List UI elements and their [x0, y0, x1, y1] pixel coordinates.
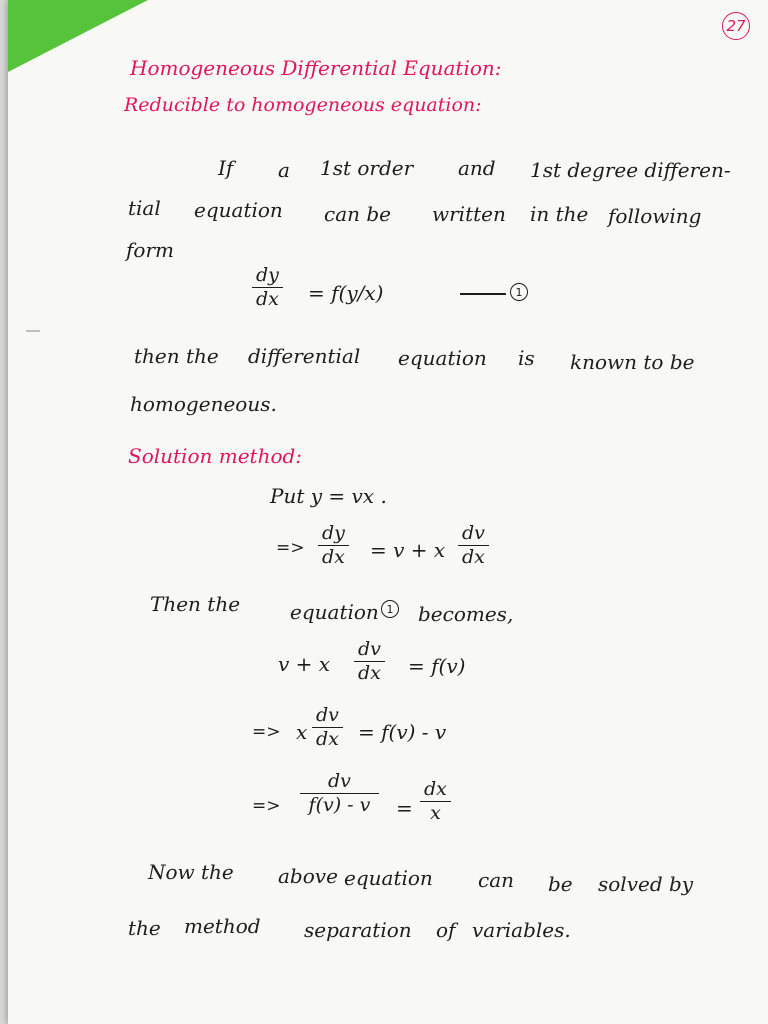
step1-middle: = v + x: [370, 538, 446, 562]
step4-numerator-2: dx: [420, 780, 451, 802]
step1-fraction: [318, 524, 349, 567]
def-word: a: [278, 158, 290, 182]
def-word: can be: [324, 202, 392, 226]
def-word: following: [608, 204, 702, 228]
step4-fraction-2: [420, 780, 451, 823]
implies-arrow: =>: [252, 722, 281, 742]
eq1-denominator: dx: [256, 288, 279, 310]
margin-mark: [26, 330, 40, 332]
step3-rhs: = f(v) - v: [358, 720, 447, 744]
step1-fraction-2: [458, 524, 489, 567]
conclusion-word: Now the: [148, 860, 234, 884]
step1-denominator: dx: [322, 546, 345, 568]
def-word: differential: [248, 344, 361, 368]
def-word: equation: [194, 198, 283, 222]
def-word: is: [518, 346, 535, 370]
green-corner-tab: [8, 0, 148, 72]
then-eq-ref: 1: [381, 600, 399, 618]
then-word: Then the: [150, 592, 241, 616]
def-word: tial: [128, 196, 161, 220]
step1-numerator-2: dv: [458, 524, 489, 546]
step3-fraction: [312, 706, 343, 749]
step2-numerator: dv: [354, 640, 385, 662]
conclusion-word: equation: [344, 866, 433, 890]
def-word: in the: [530, 202, 589, 226]
conclusion-word: solved by: [598, 872, 694, 896]
step2-rhs: = f(v): [408, 654, 466, 678]
implies-arrow: =>: [276, 538, 305, 558]
step1-numerator: dy: [318, 524, 349, 546]
eq1-ref: 1: [510, 283, 528, 301]
def-word: equation: [398, 346, 487, 370]
eq1-fraction: [252, 266, 283, 309]
conclusion-word: method: [184, 914, 261, 938]
step2-lhs: v + x: [278, 652, 331, 676]
conclusion-word: be: [548, 872, 573, 896]
notebook-page: [8, 0, 768, 1024]
def-word: and: [458, 156, 496, 180]
conclusion-word: of: [436, 918, 456, 942]
def-word: If: [218, 156, 234, 180]
def-word: 1st order: [320, 156, 414, 180]
eq1-leader-line: [460, 293, 506, 295]
def-word: 1st degree differen-: [530, 158, 731, 182]
heading-title: Homogeneous Differential Equation:: [130, 56, 502, 80]
step3-numerator: dv: [312, 706, 343, 728]
step4-fraction: [300, 772, 379, 815]
step4-equals: =: [396, 796, 413, 820]
put-substitution: Put y = vx .: [270, 484, 387, 508]
step4-numerator: dv: [300, 772, 379, 794]
conclusion-word: separation: [304, 918, 412, 942]
def-word: form: [126, 238, 174, 262]
def-word: known to be: [570, 350, 695, 374]
conclusion-word: the: [128, 916, 161, 940]
eq1-numerator: dy: [252, 266, 283, 288]
solution-heading: Solution method:: [128, 444, 303, 468]
page-number: 27: [722, 12, 750, 40]
conclusion-word: above: [278, 864, 338, 888]
def-word: then the: [134, 344, 219, 368]
implies-arrow: =>: [252, 796, 281, 816]
step3-lhs: x: [296, 720, 308, 744]
step4-denominator-2: x: [430, 802, 441, 824]
step2-fraction: [354, 640, 385, 683]
then-word: becomes,: [418, 602, 514, 626]
conclusion-word: can: [478, 868, 515, 892]
conclusion-word: variables.: [472, 918, 571, 942]
heading-subtitle: Reducible to homogeneous equation:: [124, 94, 482, 116]
then-word: equation: [290, 600, 379, 624]
step1-denominator-2: dx: [462, 546, 485, 568]
step3-denominator: dx: [316, 728, 339, 750]
def-word: homogeneous.: [130, 392, 277, 416]
eq1-rhs: = f(y/x): [308, 281, 384, 305]
step4-denominator: f(v) - v: [308, 794, 371, 816]
def-word: written: [432, 202, 506, 226]
step2-denominator: dx: [358, 662, 381, 684]
